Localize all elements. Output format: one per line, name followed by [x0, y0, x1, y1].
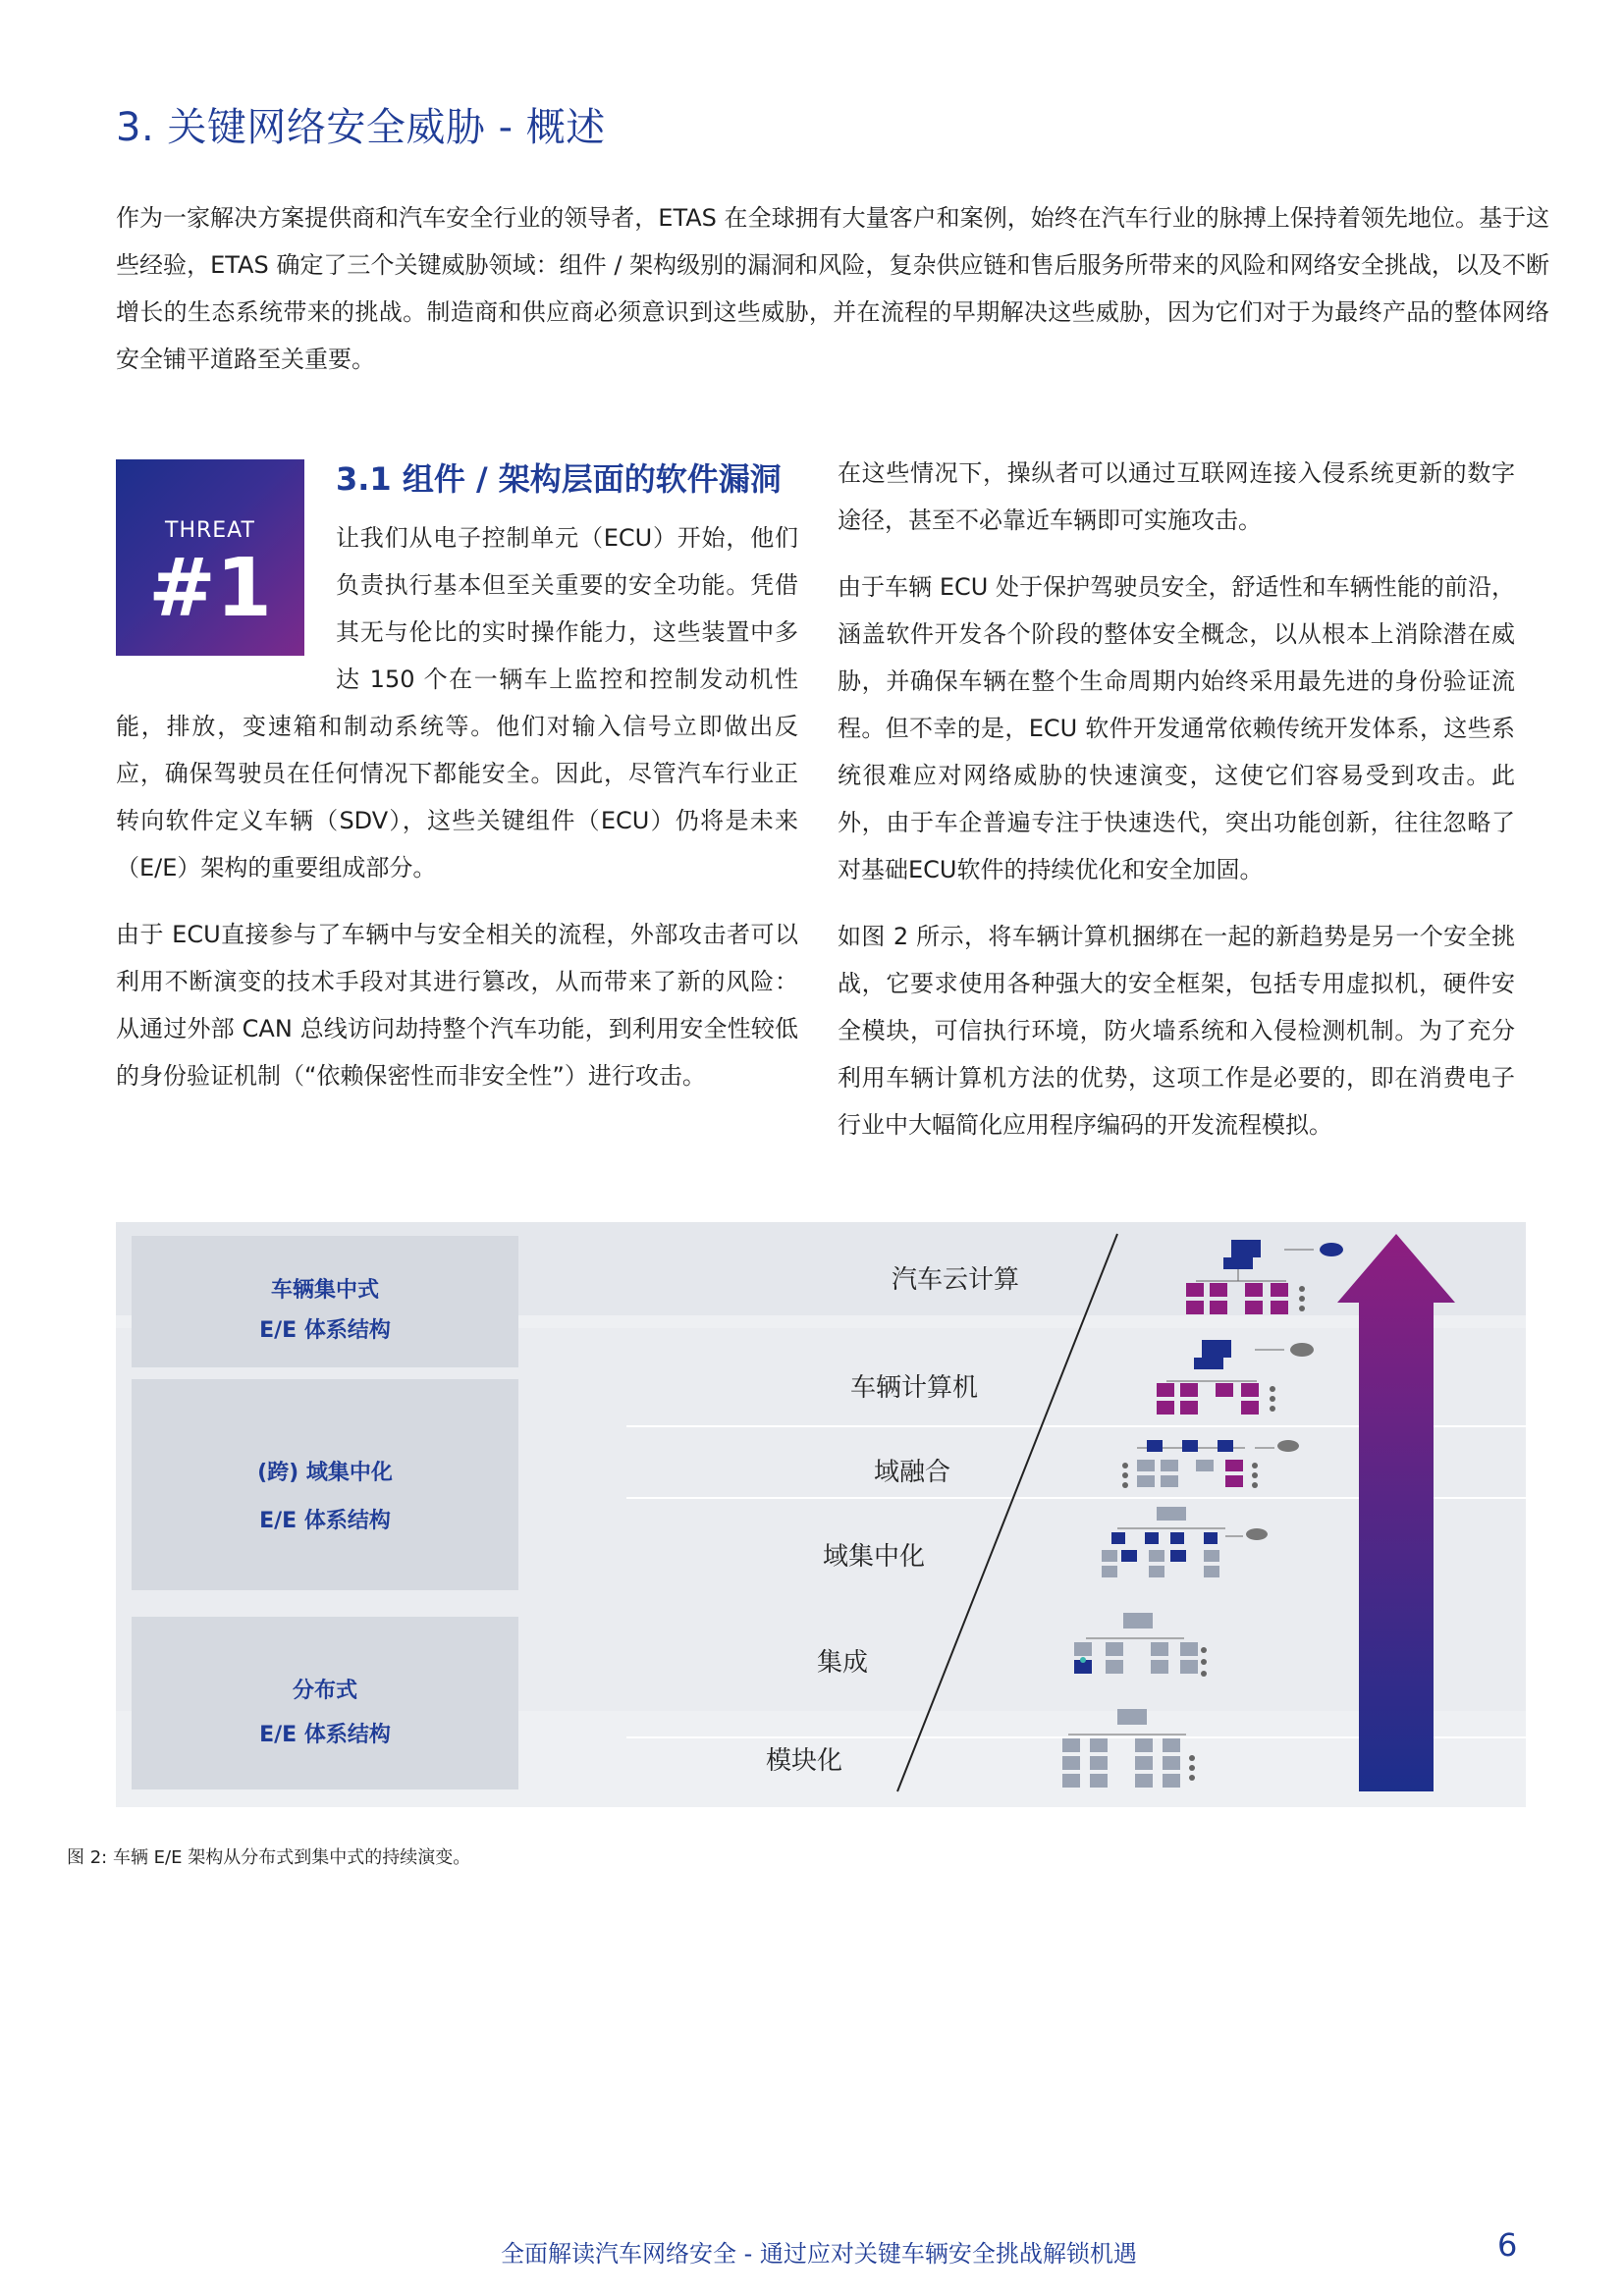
left-column: [116, 450, 798, 1119]
section-heading: 3.1 组件 / 架构层面的软件漏洞: [336, 460, 782, 498]
left-paragraph-2: 由于 ECU直接参与了车辆中与安全相关的流程，外部攻击者可以利用不断演变的技术手段对其进行篡改，从而带来了新的风险：从通过外部 CAN 总线访问劫持整个汽车功能，到利用安全性较低的身份验证机制（“依赖保密性而非安全性”）进行攻击。: [116, 921, 798, 1090]
topology-cloud: [1186, 1240, 1343, 1314]
arch-label-line2: E/E 体系结构: [259, 1723, 391, 1747]
page-number: 6: [1497, 2226, 1518, 2264]
intro-paragraph: 作为一家解决方案提供商和汽车安全行业的领导者，ETAS 在全球拥有大量客户和案例，始终在汽车行业的脉搏上保持着领先地位。基于这些经验，ETAS 确定了三个关键威胁领域：组件 / 架构级别的漏洞和风险，复杂供应链和售后服务所带来的风险和网络安全挑战，以及不断增长的生态系统带来的挑战。制造商和供应商必须意识到这些威胁，并在流程的早期解决这些威胁，因为它们对于为最终产品的整体网络安全铺平道路至关重要。: [116, 204, 1549, 373]
right-paragraph-1: 在这些情况下，操纵者可以通过互联网连接入侵系统更新的数字途径，甚至不必靠近车辆即可实施攻击。: [838, 459, 1515, 534]
figure-caption: 图 2: 车辆 E/E 架构从分布式到集中式的持续演变。: [67, 1847, 471, 1868]
topology-integration: [1074, 1613, 1207, 1677]
arch-label-line1: 分布式: [292, 1679, 357, 1703]
stage-integration: 集成: [817, 1648, 869, 1678]
topology-vehicle-computer: [1157, 1340, 1314, 1415]
right-paragraph-2: 由于车辆 ECU 处于保护驾驶员安全，舒适性和车辆性能的前沿，涵盖软件开发各个阶段的整体安全概念，以从根本上消除潜在威胁，并确保车辆在整个生命周期内始终采用最先进的身份验证流程。但不幸的是，ECU 软件开发通常依赖传统开发体系，这些系统很难应对网络威胁的快速演变，这使它们容易受到攻击。此外，由于车企普遍专注于快速迭代，突出功能创新，往往忽略了对基础ECU软件的持续优化和安全加固。: [838, 573, 1515, 883]
stage-modular: 模块化: [766, 1746, 843, 1776]
right-paragraph-3: 如图 2 所示，将车辆计算机捆绑在一起的新趋势是另一个安全挑战，它要求使用各种强大的安全框架，包括专用虚拟机，硬件安全模块，可信执行环境，防火墙系统和入侵检测机制。为了充分利用车辆计算机方法的优势，这项工作是必要的，即在消费电子行业中大幅简化应用程序编码的开发流程模拟。: [838, 923, 1515, 1139]
page-title: 3. 关键网络安全威胁 - 概述: [116, 105, 606, 150]
left-paragraph-1: 让我们从电子控制单元（ECU）开始，他们负责执行基本但至关重要的安全功能。凭借其无与伦比的实时操作能力，这些装置中多达 150 个在一辆车上监控和控制发动机性能，排放，变速箱和制动系统等。他们对输入信号立即做出反应，确保驾驶员在任何情况下都能安全。因此，尽管汽车行业正转向软件定义车辆（SDV），这些关键组件（ECU）仍将是未来（E/E）架构的重要组成部分。: [116, 524, 798, 881]
evolution-diagram: [116, 1222, 1526, 1807]
stage-domain-centralization: 域集中化: [823, 1542, 926, 1572]
right-column: [838, 450, 1515, 1168]
footer-title: 全面解读汽车网络安全 - 通过应对关键车辆安全挑战解锁机遇: [501, 2240, 1137, 2268]
topology-domain-centralization: [1102, 1507, 1268, 1577]
arch-label-line1: 车辆集中式: [270, 1278, 379, 1303]
stage-cloud: 汽车云计算: [892, 1265, 1020, 1295]
arch-label-line2: E/E 体系结构: [259, 1318, 391, 1343]
threat-badge: [116, 459, 304, 656]
stage-domain-fusion: 域融合: [874, 1458, 951, 1487]
ee-architecture-figure: [116, 1222, 1526, 1807]
arch-label-line1: (跨) 域集中化: [257, 1461, 393, 1485]
stage-vehicle-computer: 车辆计算机: [850, 1373, 979, 1403]
diagonal-divider: [897, 1234, 1117, 1791]
topology-modular: [1062, 1709, 1195, 1788]
topology-domain-fusion: [1122, 1440, 1299, 1488]
threat-badge-number: #1: [148, 542, 272, 635]
threat-badge-label: THREAT: [165, 518, 255, 543]
arch-label-line2: E/E 体系结构: [259, 1509, 391, 1533]
evolution-arrow: [1337, 1234, 1455, 1791]
